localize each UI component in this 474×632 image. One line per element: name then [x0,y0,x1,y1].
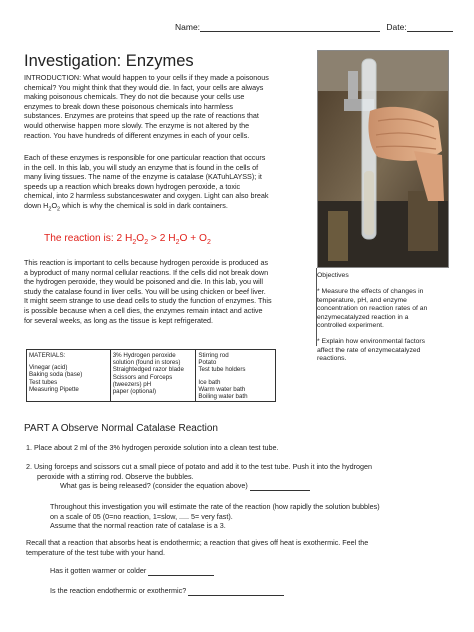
intro-line: substances. Enzymes are proteins that speed up the rate of reactions that [24,111,259,121]
test-tube-photo [317,50,449,268]
date-blank[interactable] [407,31,453,32]
importance-line: This reaction is important to cells because hydrogen peroxide is produced as [24,258,269,267]
objective-line: * Measure the effects of changes in [317,288,424,296]
catalase-line: down $H_2O_2$ which is why the chemical is sold in dark containers. [24,200,228,213]
date-label: Date: [386,22,407,32]
introduction-paragraph [24,73,314,140]
importance-line: for several weeks, as long as the tissue is kept refrigerated. [24,315,213,325]
importance-line: It might seem strange to use dead cells to study the function of enzymes. This [24,296,272,306]
endo-exo-blank[interactable] [188,595,284,596]
name-blank[interactable] [200,31,380,32]
importance-line: a byproduct of many normal cellular reactions. If the cells did not break down [24,267,269,277]
catalase-line: in the cell. In this lab, you will study an enzyme that is found in the cells of [24,162,259,172]
objective-line: temperature, pH, and enzyme [317,296,407,304]
catalase-line: many living tissues. The name of the enzyme is catalase (KATuhLAYSS); it [24,172,262,182]
endo-exo-question: Is the reaction endothermic or exothermic? [50,586,284,596]
objectives-heading: Objectives [317,272,349,279]
intro-line: would otherwise happen more slowly. The enzyme is not altered by the [24,120,250,130]
intro-line: chemical? You might think that they would die. In fact, your cells are always [24,82,264,92]
test-tube-image [318,51,449,268]
part-a-heading: PART A Observe Normal Catalase Reaction [24,423,218,434]
materials-table [26,349,276,402]
warmer-colder-question: Has it gotten warmer or colder [50,566,214,576]
catalase-line: Each of these enzymes is responsible for one particular reaction that occurs [24,153,266,162]
importance-line: the hydrogen peroxide, they would be poisoned and die. In this lab, you will [24,277,263,287]
warmer-colder-blank[interactable] [148,575,214,576]
gas-answer-blank[interactable] [250,490,310,491]
objective-line: controlled experiment. [317,322,384,330]
intro-line: INTRODUCTION: What would happen to your cells if they made a poisonous [24,73,269,82]
intro-line: enzymes to break down these poisonous chemicals into harmless [24,101,233,111]
importance-line: study the catalase found in liver cells. You will be using chicken or beef liver. [24,286,266,296]
objective-line: enzymecatalyzed reaction in a [317,313,409,321]
objective-line: affect the rate of enzymecatalyzed [317,346,421,354]
intro-line: reaction. You have hundreds of different enzymes in each of your cells. [24,130,250,140]
reaction-equation: The reaction is: 2 $H_2O_2 > 2$ $H_2O + O_2$ [44,233,211,247]
page-title: Investigation: Enzymes [24,52,194,70]
importance-line: is possible because when a cell dies, the enzymes remain intact and active [24,305,263,315]
intro-line: making poisonous chemicals. They do not die because your cells use [24,92,245,102]
catalase-line: speeds up a reaction which breaks down hydrogen peroxide, a toxic [24,181,241,191]
objective-line: concentration on reaction rates of an [317,305,428,313]
step-2: 2. Using forceps and scissors cut a small piece of potato and add it to the test tube. Push it into the hydrogen peroxide with a stirring rod. Observe the bubbles. What gas is being released? (consider the equation above) [26,462,373,491]
step-1: 1. Place about 2 ml of the 3% hydrogen peroxide solution into a clean test tube. [26,443,279,452]
importance-paragraph [24,258,314,325]
materials-col-1: MATERIALS: Vinegar (acid) Baking soda (base) Test tubes Measuring Pipette [27,350,111,402]
objective-line: reactions. [317,355,347,363]
materials-col-3: Stirring rod Potato Test tube holders Ice bath Warm water bath Boiling water bath [196,350,276,402]
objective-line: * Explain how environmental factors [317,338,426,346]
name-label: Name: [175,22,201,32]
endothermic-paragraph: Recall that a reaction that absorbs heat is endothermic; a reaction that gives off heat is exothermic. Feel the temperature of the test tube with your hand. [26,538,369,557]
catalase-paragraph [24,153,314,215]
materials-col-2: 3% Hydrogen peroxide solution (found in stores) Straightedged razor blade Scissors and Forceps (tweezers) pH paper (optional) [110,350,196,402]
catalase-line: chemical, into 2 harmless substanceswater and oxygen. Light can also break [24,191,269,201]
rate-scale-paragraph: Throughout this investigation you will estimate the rate of the reaction (how rapidly the solution bubbles) on a scale of 05 (0=no reaction, 1=slow, ..... 5= very fast). Assume that the normal reaction rate of catalase is a 3. [50,502,380,531]
objectives-box [317,272,449,364]
name-date-header [175,22,453,32]
